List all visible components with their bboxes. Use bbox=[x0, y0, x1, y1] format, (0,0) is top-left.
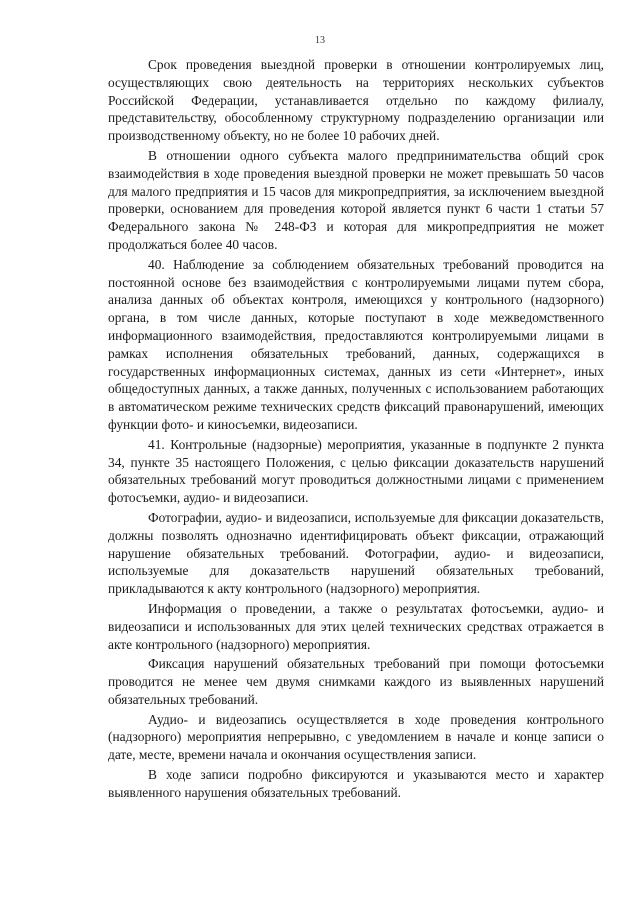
paragraph-photo-evidence: Фотографии, аудио- и видеозаписи, используемые для фиксации доказательств, должны позволять однозначно идентифицировать объект фиксации, отражающий нарушение обязательных требований. Фотографии, аудио- и видеозаписи, используемые для доказательств нарушений обязательных требований, прикладываются к акту контрольного (надзорного) мероприятия. bbox=[108, 509, 604, 597]
page-number: 13 bbox=[315, 35, 325, 46]
paragraph-40-observation: 40. Наблюдение за соблюдением обязательных требований проводится на постоянной основе без взаимодействия с контролируемыми лицами путем сбора, анализа данных об объектах контроля, имеющихся у контрольного (надзорного) органа, в том числе данных, которые поступают в ходе межведомственного информационного взаимодействия, предоставляются контролируемыми лицами в рамках исполнения обязательных требований, данных, содержащихся в государственных информационных системах, данных из сети «Интернет», иных общедоступных данных, а также данных, полученных с использованием работающих в автоматическом режиме технических средств фиксаций правонарушений, имеющих функции фото- и киносъемки, видеозаписи. bbox=[108, 256, 604, 432]
paragraph-audio-video-recording: Аудио- и видеозапись осуществляется в ходе проведения контрольного (надзорного) мероприятия непрерывно, с уведомлением в начале и конце записи о дате, месте, времени начала и окончания осуществления записи. bbox=[108, 711, 604, 763]
document-body bbox=[108, 56, 604, 804]
paragraph-exit-inspection-duration: Срок проведения выездной проверки в отношении контролируемых лиц, осуществляющих свою деятельность на территориях нескольких субъектов Российской Федерации, устанавливается отдельно по каждому филиалу, представительству, обособленному структурному подразделению организации или производственному объекту, но не более 10 рабочих дней. bbox=[108, 57, 604, 144]
paragraph-small-business-interaction-limit: В отношении одного субъекта малого предпринимательства общий срок взаимодействия в ходе проведения выездной проверки не может превышать 50 часов для малого предприятия и 15 часов для микропредприятия, за исключением выездной проверки, основанием для проведения которой является пункт 6 части 1 статьи 57 Федерального закона № 248-ФЗ и которая для микропредприятия не может продолжаться более 40 часов. bbox=[108, 147, 604, 252]
paragraph-recording-details: В ходе записи подробно фиксируются и указываются место и характер выявленного нарушения обязательных требований. bbox=[108, 767, 604, 800]
paragraph-recording-information: Информация о проведении, а также о результатах фотосъемки, аудио- и видеозаписи и использованных для этих целей технических средствах отражается в акте контрольного (надзорного) мероприятия. bbox=[108, 600, 604, 652]
paragraph-41-control-measures: 41. Контрольные (надзорные) мероприятия, указанные в подпункте 2 пункта 34, пункте 35 настоящего Положения, с целью фиксации доказательств нарушений обязательных требований могут проводиться должностными лицами с применением фотосъемки, аудио- и видеозаписи. bbox=[108, 436, 604, 506]
paragraph-photo-fixation: Фиксация нарушений обязательных требований при помощи фотосъемки проводится не менее чем двумя снимками каждого из выявленных нарушений обязательных требований. bbox=[108, 656, 604, 707]
